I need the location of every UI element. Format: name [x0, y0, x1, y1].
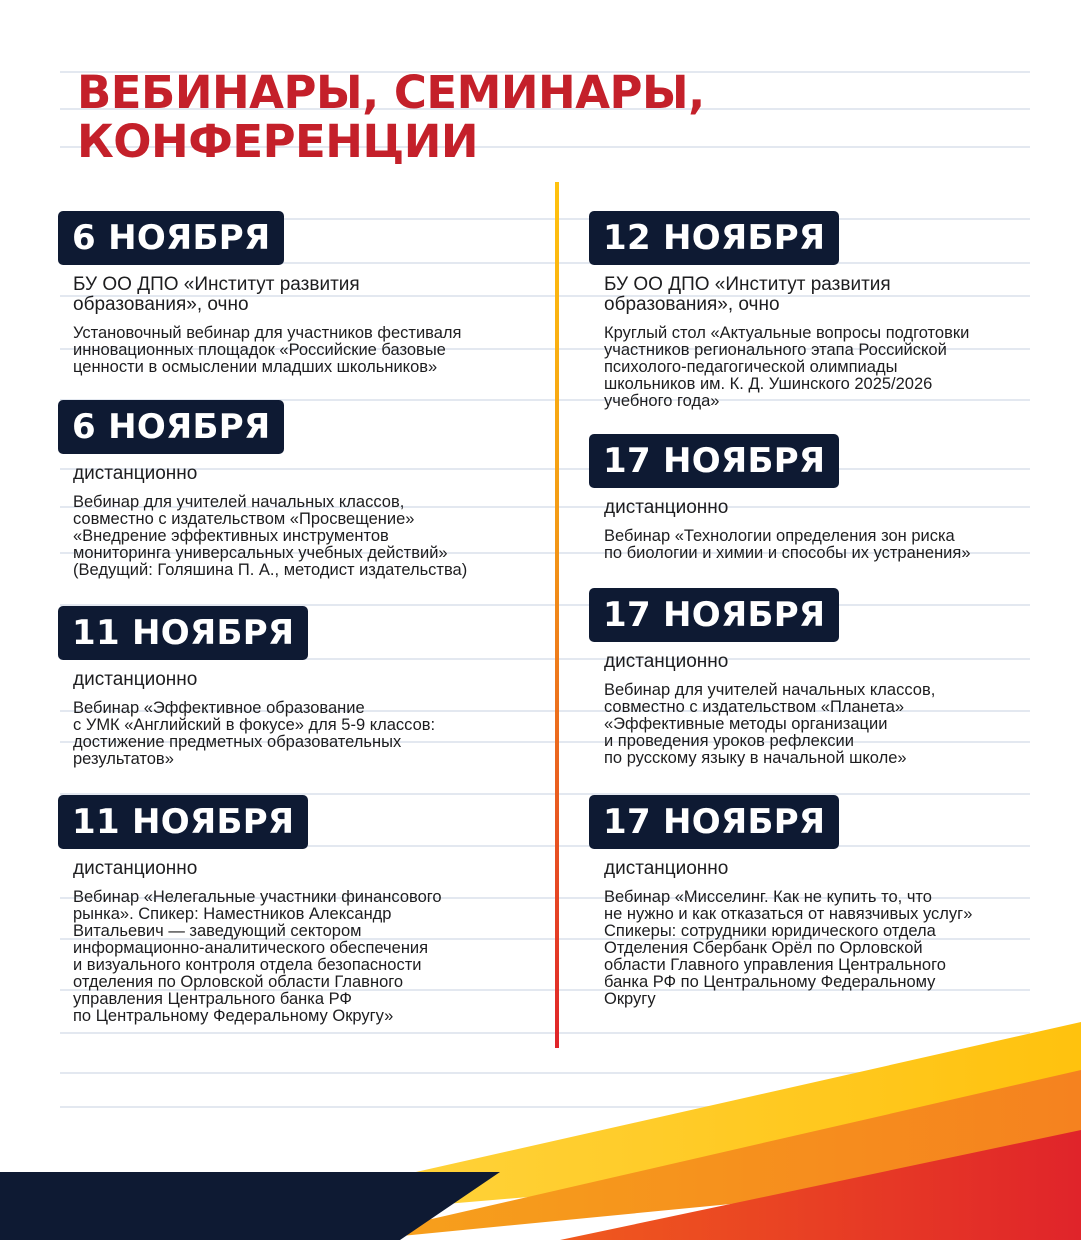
- event-date-badge: 11 НОЯБРЯ: [58, 606, 308, 660]
- page-title-line-1: ВЕБИНАРЫ, СЕМИНАРЫ,: [77, 66, 705, 119]
- event-card: [589, 211, 969, 410]
- event-date-badge: 17 НОЯБРЯ: [589, 434, 839, 488]
- footer-decoration: [0, 1020, 1081, 1240]
- event-description: Круглый стол «Актуальные вопросы подготовки участников регионального этапа Российской психолого-педагогической олимпиады школьников им. К. Д. Ушинского 2025/2026 учебного года»: [604, 324, 970, 410]
- event-card: [58, 606, 435, 768]
- event-format: дистанционно: [73, 858, 198, 879]
- event-description: Вебинар «Технологии определения зон риска по биологии и химии и способы их устранения»: [604, 527, 971, 562]
- event-organizer: БУ ОО ДПО «Институт развития образования», очно: [604, 274, 891, 315]
- event-organizer: БУ ОО ДПО «Институт развития образования», очно: [73, 274, 360, 315]
- event-date-badge: 12 НОЯБРЯ: [589, 211, 839, 265]
- event-date-badge: 17 НОЯБРЯ: [589, 588, 839, 642]
- event-description: Вебинар «Эффективное образование с УМК «Английский в фокусе» для 5-9 классов: достижение предметных образовательных результатов»: [73, 699, 436, 768]
- page-title: [77, 68, 705, 166]
- event-date-badge: 6 НОЯБРЯ: [58, 211, 284, 265]
- event-card: [58, 400, 467, 579]
- event-card: [589, 434, 971, 562]
- event-description: Вебинар «Мисселинг. Как не купить то, что не нужно и как отказаться от навязчивых услуг» Спикеры: сотрудники юридического отдела Отделения Сбербанк Орёл по Орловской области Главного управления Центрального банка РФ по Центральному Федеральному Округу: [604, 888, 973, 1008]
- column-divider: [555, 182, 559, 1048]
- event-format: дистанционно: [604, 497, 729, 518]
- event-card: [589, 588, 935, 767]
- event-card: [58, 795, 442, 1025]
- event-description: Вебинар «Нелегальные участники финансового рынка». Спикер: Наместников Александр Витальевич — заведующий сектором информационно-аналитического обеспечения и визуального контроля отдела безопасности отделения по Орловской области Главного управления Центрального банка РФ по Центральному Федеральному Округу»: [73, 888, 442, 1025]
- event-description: Установочный вебинар для участников фестиваля инновационных площадок «Российские базовые ценности в осмыслении младших школьников»: [73, 324, 462, 376]
- event-format: дистанционно: [73, 463, 198, 484]
- event-format: дистанционно: [73, 669, 198, 690]
- event-format: дистанционно: [604, 651, 729, 672]
- event-date-badge: 11 НОЯБРЯ: [58, 795, 308, 849]
- event-description: Вебинар для учителей начальных классов, совместно с издательством «Планета» «Эффективные методы организации и проведения уроков рефлексии по русскому языку в начальной школе»: [604, 681, 936, 767]
- event-date-badge: 17 НОЯБРЯ: [589, 795, 839, 849]
- event-card: [589, 795, 972, 1008]
- page-title-line-2: КОНФЕРЕНЦИИ: [77, 115, 479, 168]
- event-date-badge: 6 НОЯБРЯ: [58, 400, 284, 454]
- event-card: [58, 211, 461, 376]
- event-format: дистанционно: [604, 858, 729, 879]
- event-description: Вебинар для учителей начальных классов, совместно с издательством «Просвещение» «Внедрение эффективных инструментов мониторинга универсальных учебных действий» (Ведущий: Голяшина П. А., методист издательства): [73, 493, 468, 579]
